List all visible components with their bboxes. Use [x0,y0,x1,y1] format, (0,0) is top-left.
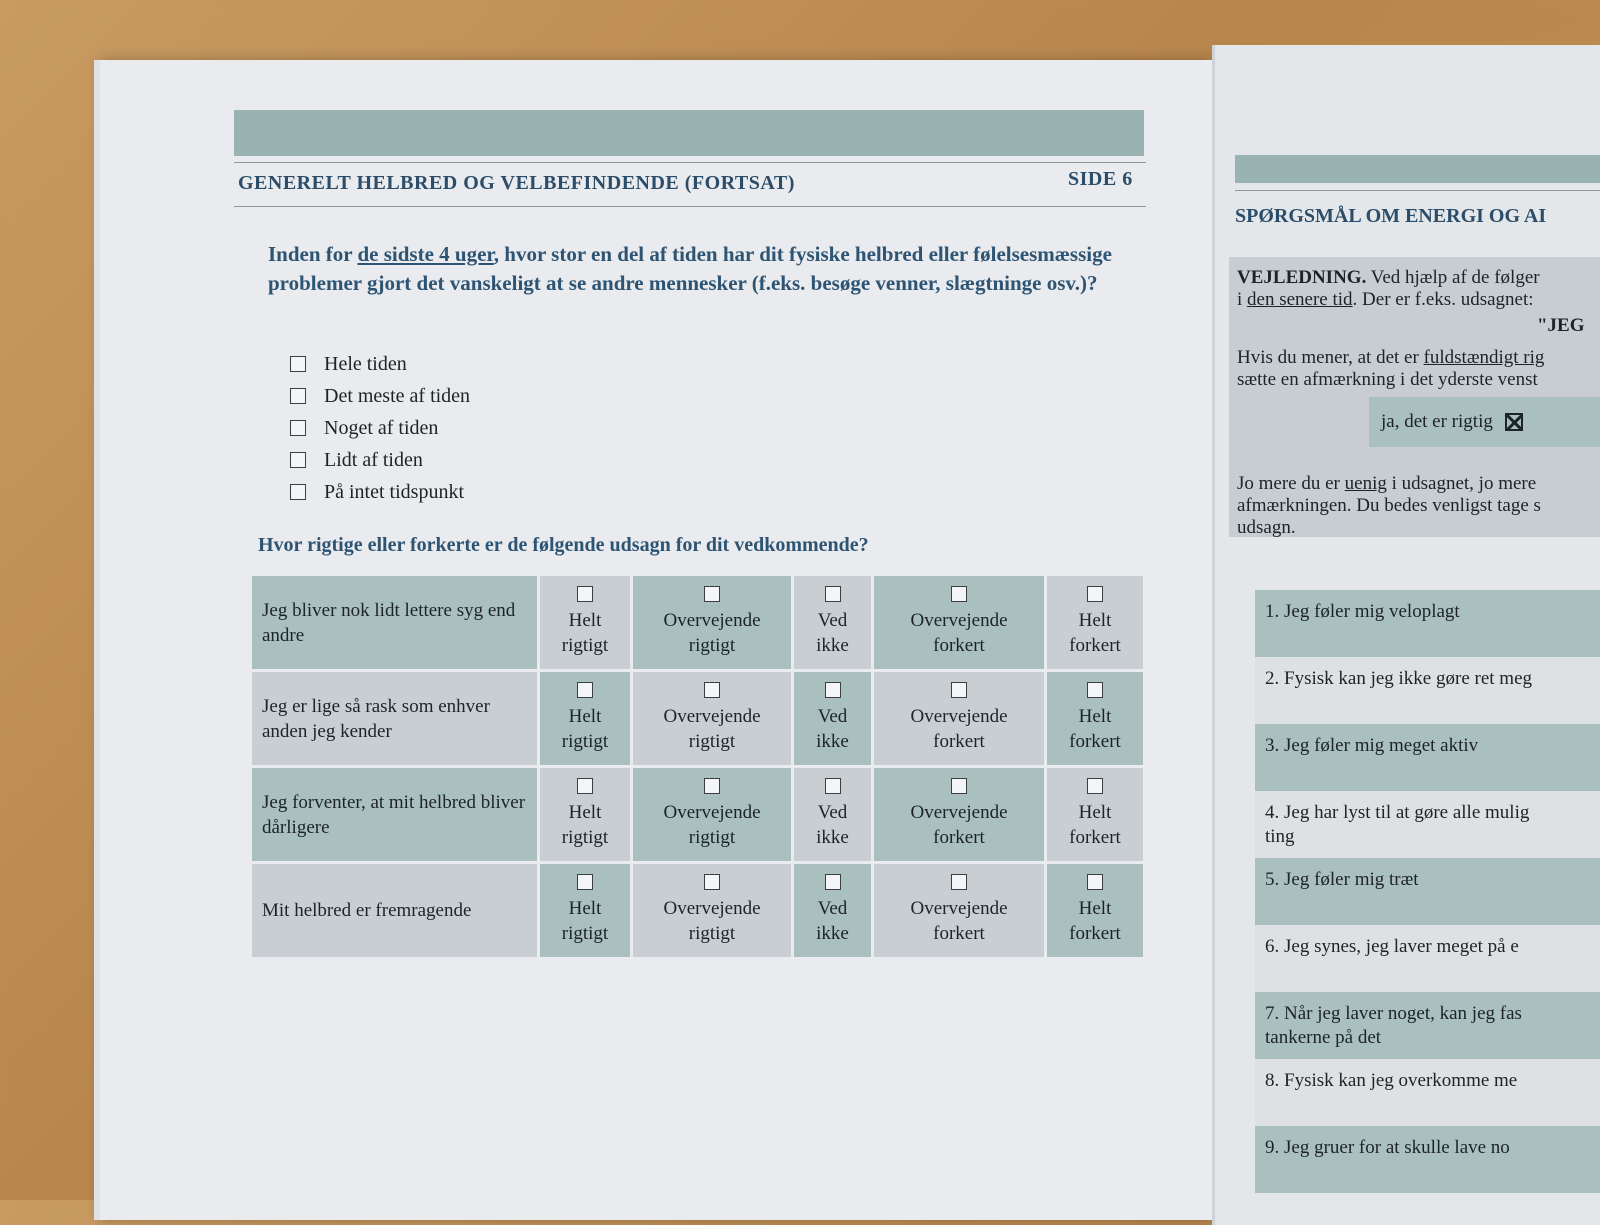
checkbox[interactable] [290,356,306,372]
answer-label: forkert [933,923,985,944]
answer-label: rigtigt [688,827,736,848]
answer-grid [252,576,1144,960]
checkbox[interactable] [704,778,720,794]
right-page [1212,45,1600,1225]
checkbox[interactable] [704,586,720,602]
checkbox[interactable] [951,778,967,794]
list-item: 2. Fysisk kan jeg ikke gøre ret meg [1255,657,1600,724]
question-2-title: Hvor rigtige eller forkerte er de følgende udsagn for dit vedkommende? [258,534,869,556]
instructions-quote: "JEG [1537,315,1585,336]
section-title: SPØRGSMÅL OM ENERGI OG AI [1235,205,1547,227]
answer-helt-forkert[interactable] [1047,576,1143,669]
option-hele-tiden[interactable] [290,348,470,380]
statement-cell: Mit helbred er fremragende [252,864,537,957]
instructions-line: afmærkningen. Du bedes venligst tage s [1237,495,1541,516]
answer-label: rigtigt [561,731,609,752]
answer-label: rigtigt [561,635,609,656]
header-band [1235,155,1600,183]
answer-label: forkert [1069,923,1121,944]
list-item-text: 7. Når jeg laver noget, kan jeg fas [1265,1003,1522,1024]
answer-overvejende-forkert[interactable] [874,864,1044,957]
left-page [100,60,1212,1220]
answer-label: Helt [1078,802,1112,823]
answer-label: forkert [1069,827,1121,848]
checkbox[interactable] [951,586,967,602]
checkbox[interactable] [825,874,841,890]
list-item [1255,992,1600,1059]
answer-label: rigtigt [688,731,736,752]
answer-helt-rigtigt[interactable] [540,576,630,669]
answer-helt-rigtigt[interactable] [540,864,630,957]
list-item: 5. Jeg føler mig træt [1255,858,1600,925]
answer-label: Helt [1078,706,1112,727]
checkbox[interactable] [577,682,593,698]
checkbox[interactable] [290,452,306,468]
answer-label: rigtigt [561,827,609,848]
list-item-text: tankerne på det [1265,1027,1382,1048]
header-rule-bottom [234,206,1146,207]
answer-label: Overvejende [663,610,761,631]
statement-cell: Jeg bliver nok lidt lettere syg end andre [252,576,537,669]
header-rule-top [234,162,1146,163]
answer-label: forkert [933,827,985,848]
checked-box-icon [1505,413,1523,431]
option-label: På intet tidspunkt [324,480,464,503]
checkbox[interactable] [951,874,967,890]
answer-label: forkert [933,635,985,656]
answer-helt-rigtigt[interactable] [540,672,630,765]
answer-helt-forkert[interactable] [1047,864,1143,957]
list-item-text: ting [1265,826,1295,847]
table-row [252,768,1144,861]
list-item: 8. Fysisk kan jeg overkomme me [1255,1059,1600,1126]
answer-label: Ved [817,898,848,919]
answer-label: Overvejende [910,706,1008,727]
list-item: 1. Jeg føler mig veloplagt [1255,590,1600,657]
section-title: GENERELT HELBRED OG VELBEFINDENDE (FORTSAT) [238,172,795,194]
answer-label: Helt [568,802,602,823]
checkbox[interactable] [577,586,593,602]
answer-overvejende-rigtigt[interactable] [633,864,791,957]
instructions-line [1237,289,1600,311]
answer-overvejende-forkert[interactable] [874,672,1044,765]
instructions-text: i udsagnet, jo mere [1386,473,1537,494]
list-item-text: 4. Jeg har lyst til at gøre alle mulig [1265,802,1530,823]
answer-overvejende-rigtigt[interactable] [633,672,791,765]
instructions-text: Hvis du mener, at det er [1237,347,1424,368]
option-label: Det meste af tiden [324,384,471,407]
answer-label: ikke [816,827,849,848]
instructions-line: sætte en afmærkning i det yderste venst [1237,369,1538,390]
checkbox[interactable] [577,778,593,794]
instructions-text: Ved hjælp af de følger [1366,267,1540,288]
answer-label: Ved [817,610,848,631]
checkbox[interactable] [825,682,841,698]
answer-overvejende-forkert[interactable] [874,576,1044,669]
answer-label: ikke [816,731,849,752]
header-rule [1235,190,1600,191]
checkbox[interactable] [1087,682,1103,698]
answer-label: ikke [816,635,849,656]
answer-label: Helt [1078,898,1112,919]
question-1-suffix: , hvor stor en del af tiden har dit fysiske helbred eller følelsesmæssige problemer gjort det vanskeligt at se andre mennesker (f.eks. besøge venner, slægtninge osv.)? [268,242,1112,295]
checkbox[interactable] [577,874,593,890]
answer-label: Helt [568,706,602,727]
statement-cell: Jeg er lige så rask som enhver anden jeg kender [252,672,537,765]
checkbox[interactable] [704,874,720,890]
answer-overvejende-rigtigt[interactable] [633,576,791,669]
option-label: Hele tiden [324,352,407,375]
option-label: Noget af tiden [324,416,439,439]
checkbox[interactable] [290,420,306,436]
checkbox[interactable] [1087,586,1103,602]
answer-helt-forkert[interactable] [1047,672,1143,765]
list-item: 6. Jeg synes, jeg laver meget på e [1255,925,1600,992]
answer-ved-ikke[interactable] [794,864,871,957]
option-noget[interactable] [290,412,470,444]
instructions-label: VEJLEDNING. [1237,267,1367,288]
answer-label: Helt [568,610,602,631]
question-1-underlined: de sidste 4 uger [357,242,494,266]
question-1-text [268,240,1168,298]
answer-label: rigtigt [688,923,736,944]
answer-ved-ikke[interactable] [794,768,871,861]
checkbox[interactable] [825,778,841,794]
answer-label: Overvejende [663,706,761,727]
instructions-box [1229,257,1600,537]
checkbox[interactable] [1087,778,1103,794]
example-answer [1369,397,1600,447]
answer-label: Overvejende [910,898,1008,919]
answer-label: Helt [1078,610,1112,631]
answer-ved-ikke[interactable] [794,576,871,669]
instructions-underlined: uenig [1344,473,1387,494]
table-row [252,672,1144,765]
answer-helt-rigtigt[interactable] [540,768,630,861]
instructions-text: . Der er f.eks. udsagnet: [1352,289,1534,310]
checkbox[interactable] [1087,874,1103,890]
checkbox[interactable] [290,484,306,500]
option-intet[interactable] [290,476,470,508]
answer-label: rigtigt [688,635,736,656]
question-1-options [290,348,470,508]
answer-label: rigtigt [561,923,609,944]
answer-label: Ved [817,706,848,727]
answer-label: Overvejende [910,610,1008,631]
answer-helt-forkert[interactable] [1047,768,1143,861]
instructions-text: i [1237,289,1248,310]
option-lidt[interactable] [290,444,470,476]
instructions-text: Jo mere du er [1237,473,1345,494]
instructions-line: udsagn. [1237,517,1296,538]
statement-cell: Jeg forventer, at mit helbred bliver dårligere [252,768,537,861]
header-band [234,110,1144,156]
option-det-meste[interactable] [290,380,470,412]
answer-label: forkert [933,731,985,752]
answer-overvejende-rigtigt[interactable] [633,768,791,861]
answer-label: ikke [816,923,849,944]
checkbox[interactable] [825,586,841,602]
option-label: Lidt af tiden [324,448,423,471]
page-number: SIDE 6 [1068,168,1133,190]
answer-label: Overvejende [663,898,761,919]
instructions-underlined: fuldstændigt rig [1423,347,1545,368]
instructions-line [1237,473,1600,495]
answer-label: Overvejende [910,802,1008,823]
table-row [252,576,1144,669]
answer-label: forkert [1069,731,1121,752]
answer-label: forkert [1069,635,1121,656]
checkbox[interactable] [290,388,306,404]
answer-label: Ved [817,802,848,823]
instructions-underlined: den senere tid [1247,289,1353,310]
question-1-prefix: Inden for [268,242,358,266]
checkbox[interactable] [951,682,967,698]
instructions-line [1237,267,1600,289]
statement-list [1255,590,1600,1193]
list-item: 9. Jeg gruer for at skulle lave no [1255,1126,1600,1193]
list-item: 3. Jeg føler mig meget aktiv [1255,724,1600,791]
list-item [1255,791,1600,858]
answer-label: Helt [568,898,602,919]
table-row [252,864,1144,957]
example-label: ja, det er rigtig [1381,411,1493,432]
instructions-line [1237,347,1600,369]
checkbox[interactable] [704,682,720,698]
answer-label: Overvejende [663,802,761,823]
answer-overvejende-forkert[interactable] [874,768,1044,861]
answer-ved-ikke[interactable] [794,672,871,765]
